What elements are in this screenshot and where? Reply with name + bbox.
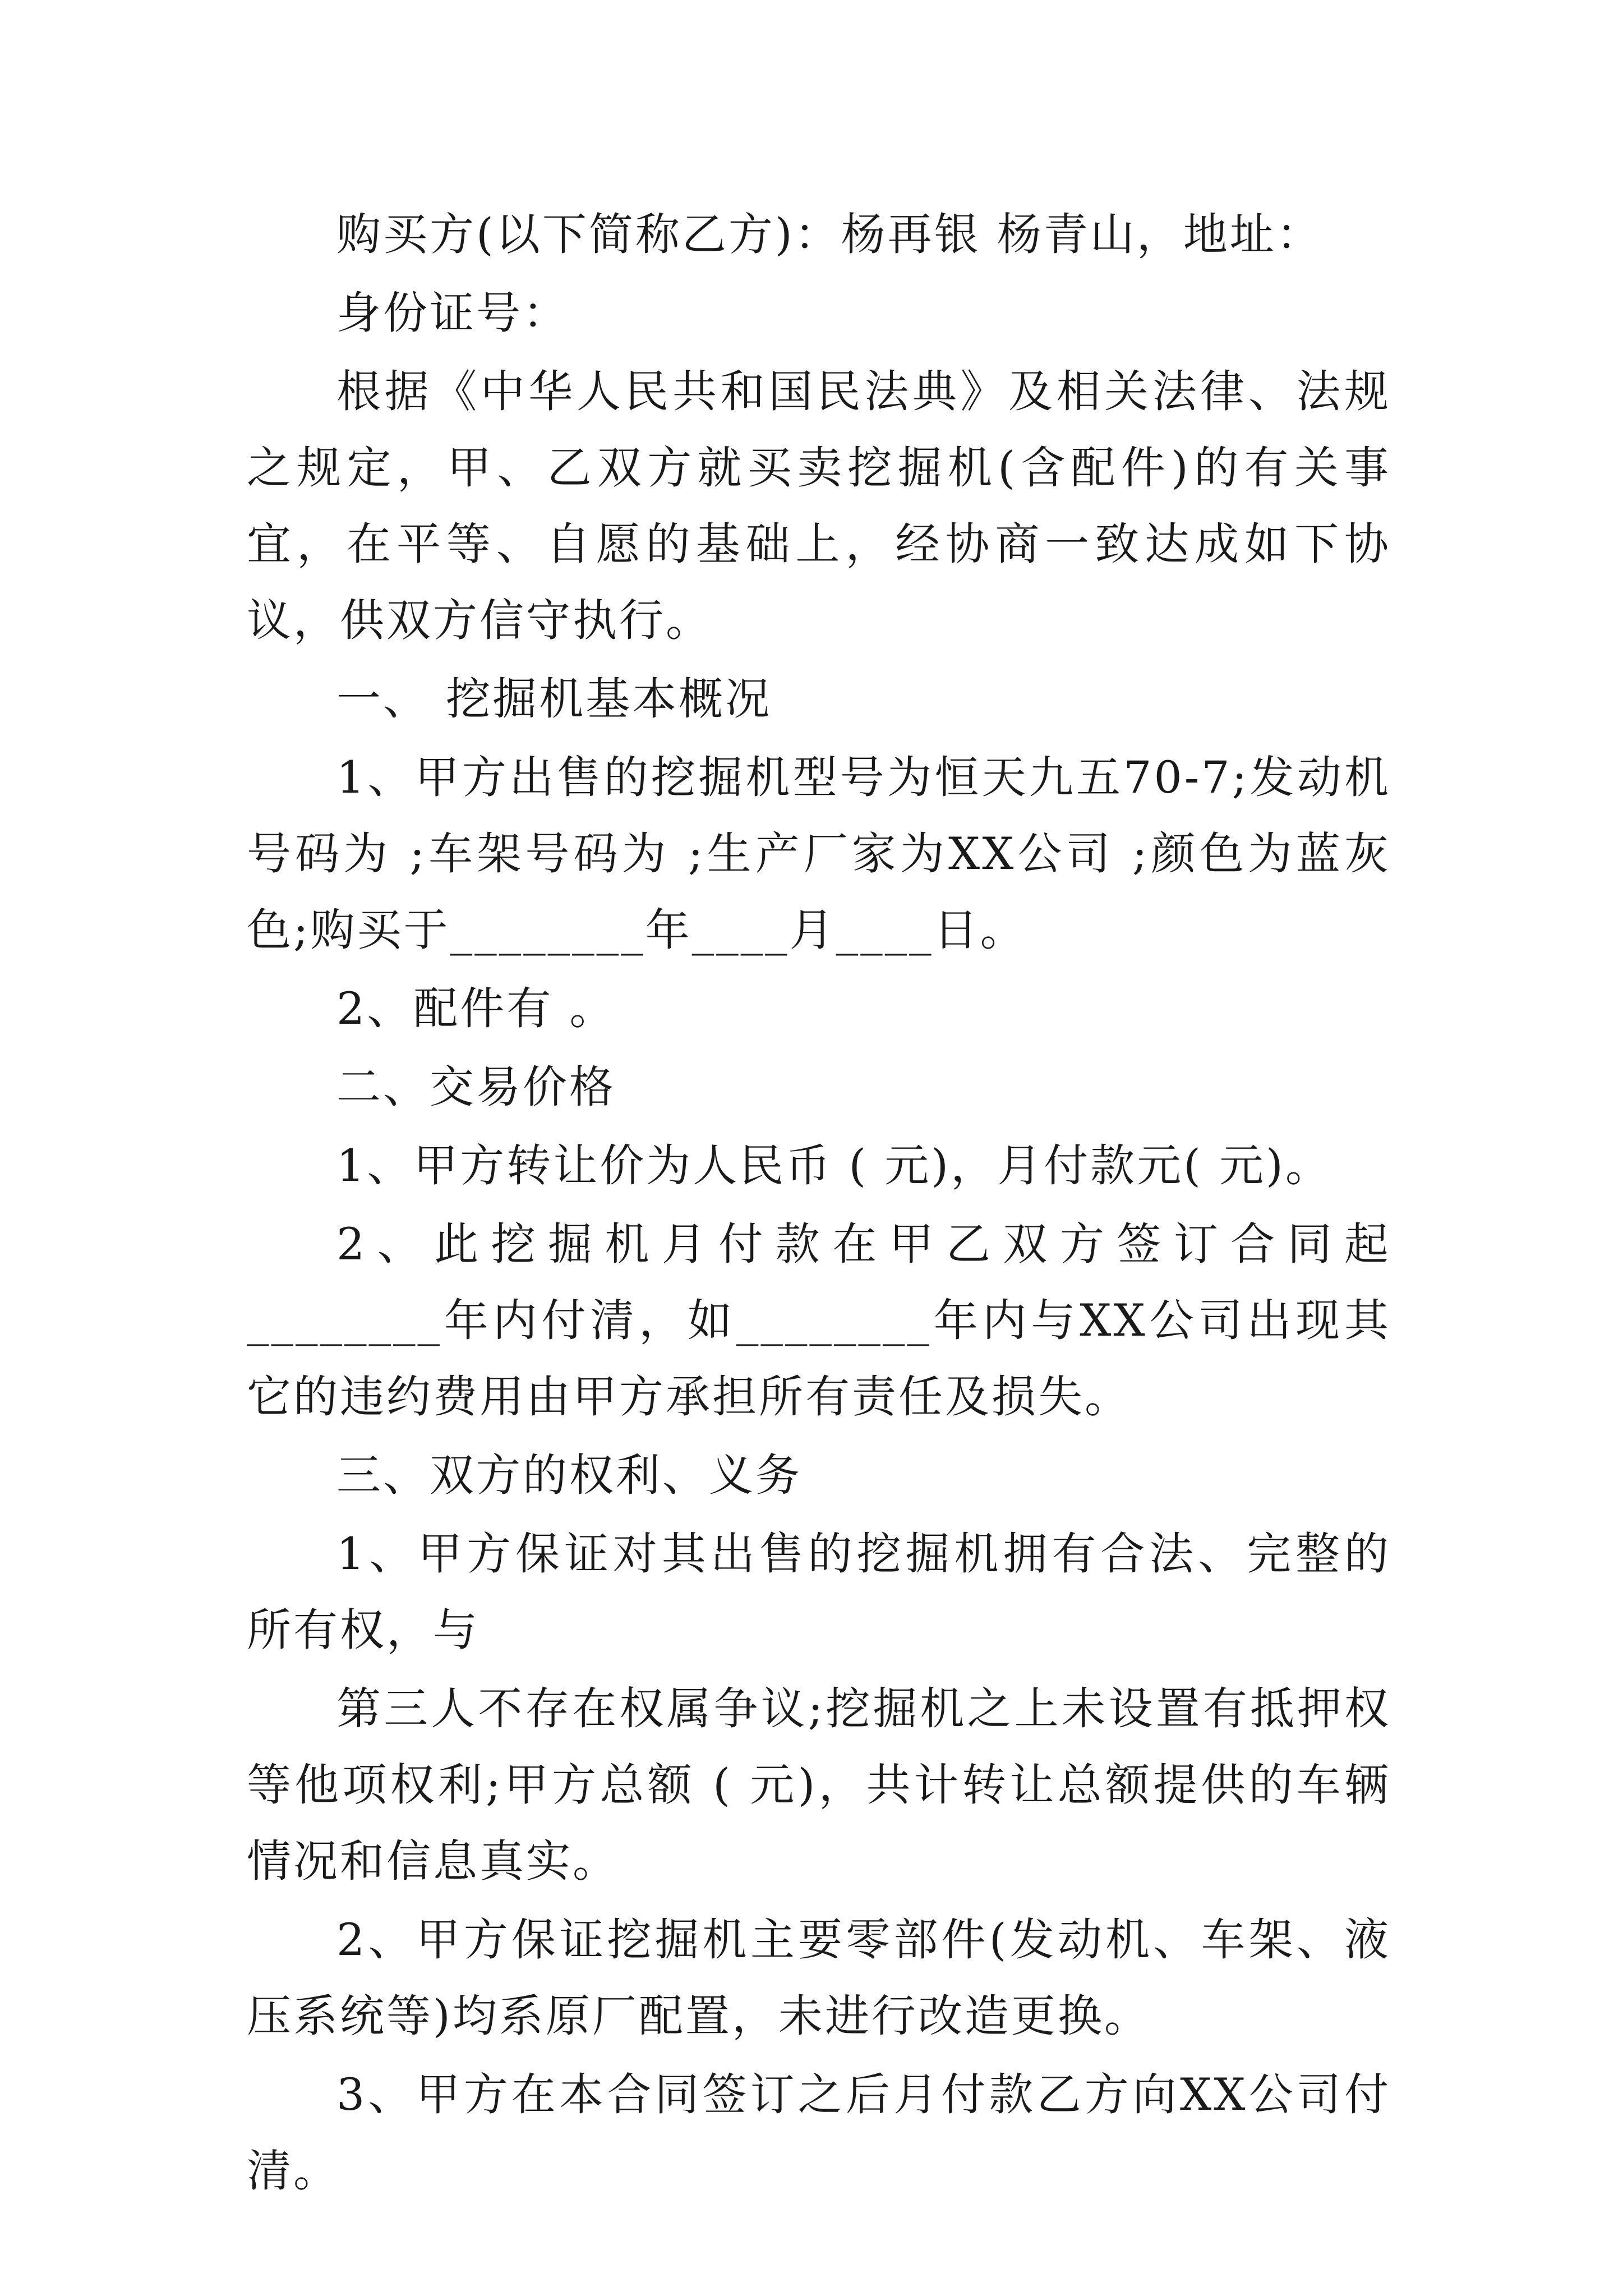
clause-3-3: 3、甲方在本合同签订之后月付款乙方向XX公司付清。 [247, 2069, 1391, 2197]
section-heading-overview: 一、 挖掘机基本概况 [336, 673, 772, 725]
clause-3-1: 1、甲方保证对其出售的挖掘机拥有合法、完整的所有权，与 [247, 1528, 1391, 1656]
preamble-paragraph: 根据《中华人民共和国民法典》及相关法律、法规之规定，甲、乙双方就买卖挖掘机(含配件)的有关事宜，在平等、自愿的基础上，经协商一致达成如下协议，供双方信守执行。 [247, 366, 1391, 646]
clause-3-2: 2、甲方保证挖掘机主要零部件(发动机、车架、液压系统等)均系原厂配置，未进行改造更换。 [247, 1914, 1391, 2042]
section-heading-price: 二、交易价格 [336, 1061, 616, 1113]
section-heading-rights: 三、双方的权利、义务 [336, 1450, 802, 1501]
id-number-line: 身份证号： [336, 287, 569, 339]
clause-3-1-continued: 第三人不存在权属争议;挖掘机之上未设置有抵押权等他项权利;甲方总额 ( 元)，共计转让总额提供的车辆情况和信息真实。 [247, 1683, 1391, 1887]
clause-1-2: 2、配件有 。 [336, 983, 616, 1034]
contract-body [247, 196, 1391, 2209]
clause-1-1: 1、甲方出售的挖掘机型号为恒天九五70-7;发动机号码为 ;车架号码为 ;生产厂家为XX公司 ;颜色为蓝灰色;购买于________年____月____日。 [247, 752, 1391, 956]
clause-2-2: 2、此挖掘机月付款在甲乙双方签订合同起________年内付清，如________年内与XX公司出现其它的违约费用由甲方承担所有责任及损失。 [247, 1218, 1391, 1423]
buyer-line: 购买方(以下简称乙方)：杨再银 杨青山，地址： [336, 209, 1323, 260]
clause-2-1: 1、甲方转让价为人民币 ( 元)，月付款元( 元)。 [336, 1140, 1332, 1191]
